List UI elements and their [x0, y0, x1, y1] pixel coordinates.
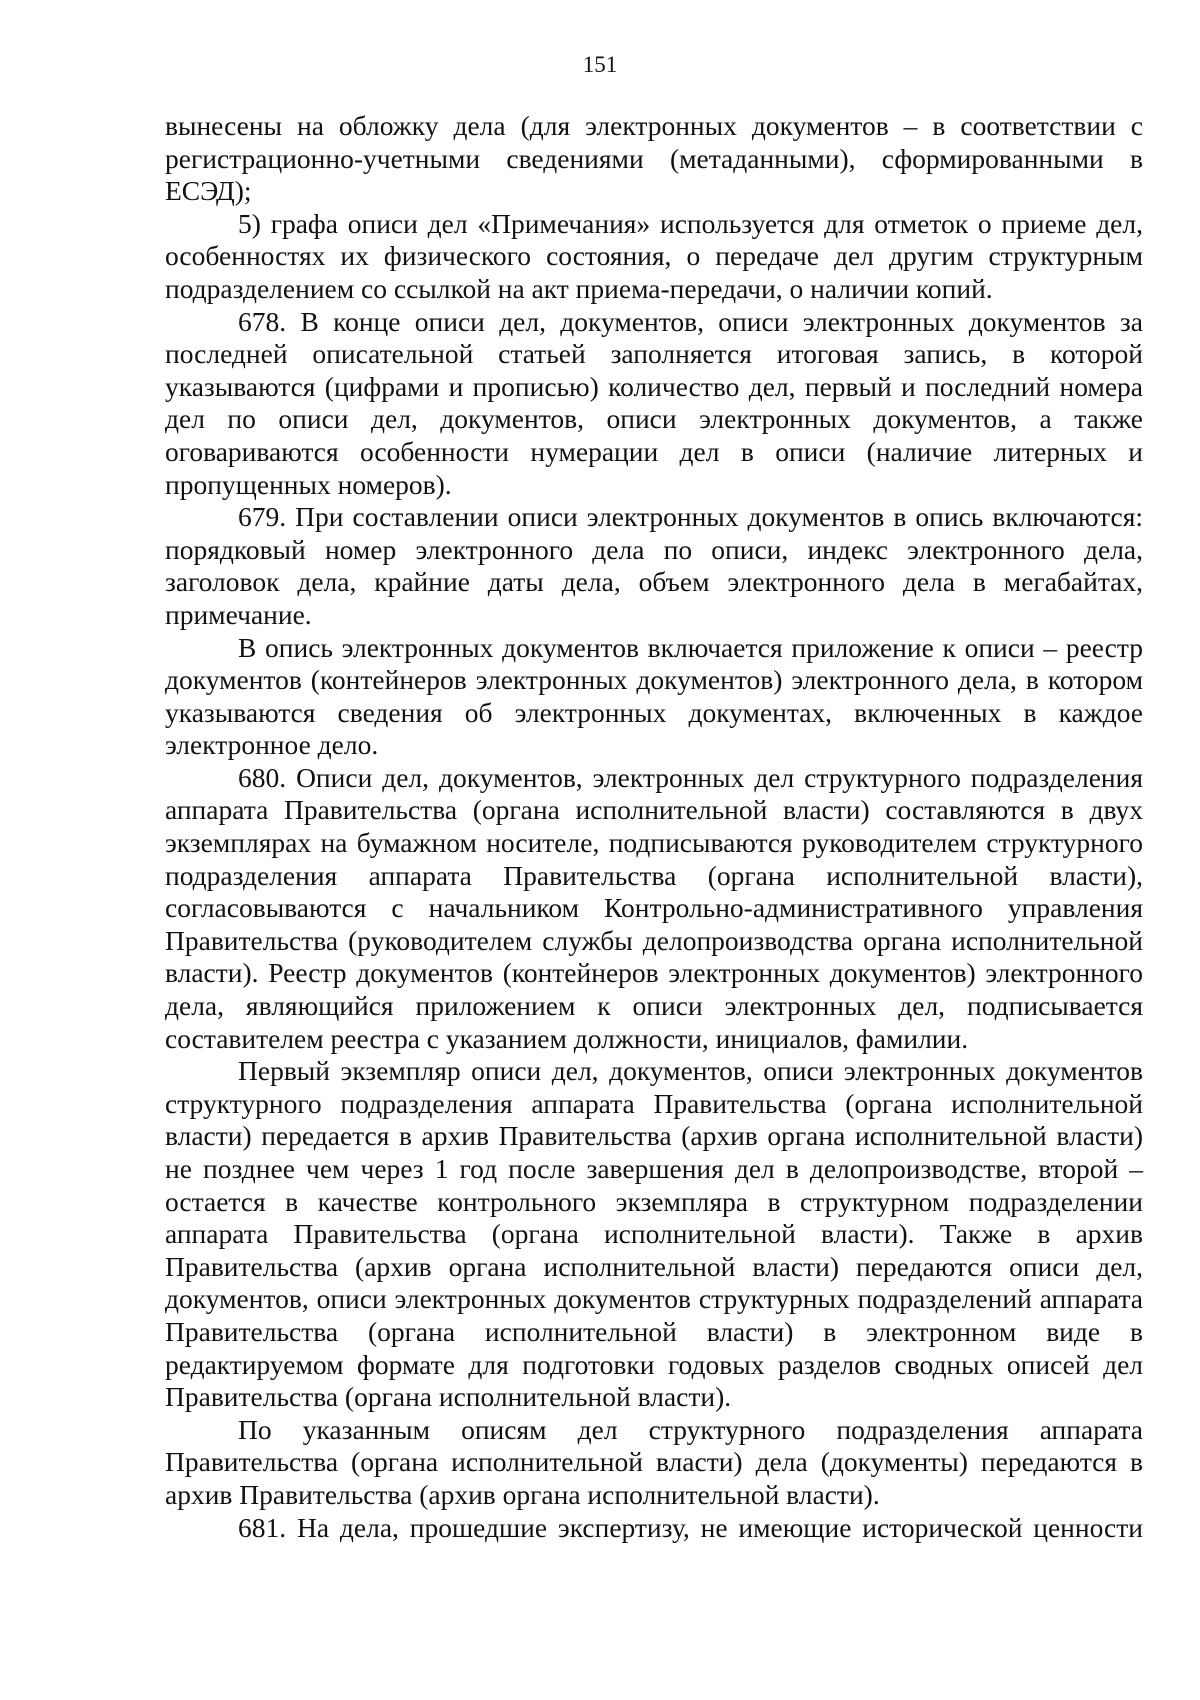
paragraph-680-transfer: По указанным описям дел структурного подразделения аппарата Правительства (органа исполнительной власти) дела (документы) передаются в архив Правительства (архив органа исполнительной власти).	[165, 1413, 1143, 1510]
paragraph-679-appendix: В опись электронных документов включается приложение к описи – реестр документов (контейнеров электронных документов) электронного дела, в котором указываются сведения об электронных документах, включенных в каждое электронное дело.	[165, 631, 1143, 761]
paragraph-680: 680. Описи дел, документов, электронных дел структурного подразделения аппарата Правительства (органа исполнительной власти) составляются в двух экземплярах на бумажном носителе, подписываются руководителем структурного подразделения аппарата Правительства (органа исполнительной власти), согласовываются с начальником Контрольно-административного управления Правительства (руководителем службы делопроизводства органа исполнительной власти). Реестр документов (контейнеров электронных документов) электронного дела, являющийся приложением к описи электронных дел, подписывается составителем реестра с указанием должности, инициалов, фамилии.	[165, 761, 1143, 1054]
paragraph-item-5: 5) графа описи дел «Примечания» используется для отметок о приеме дел, особенностях их физического состояния, о передаче дел другим структурным подразделением со ссылкой на акт приема-передачи, о наличии копий.	[165, 207, 1143, 304]
paragraph-681: 681. На дела, прошедшие экспертизу, не имеющие исторической ценности	[238, 1511, 1143, 1543]
paragraph-678: 678. В конце описи дел, документов, описи электронных документов за последней описательной статьей заполняется итоговая запись, в которой указываются (цифрами и прописью) количество дел, первый и последний номера дел по описи дел, документов, описи электронных документов, а также оговариваются особенности нумерации дел в описи (наличие литерных и пропущенных номеров).	[165, 305, 1143, 500]
paragraph-680-first-copy: Первый экземпляр описи дел, документов, описи электронных документов структурного подразделения аппарата Правительства (органа исполнительной власти) передается в архив Правительства (архив органа исполнительной власти) не позднее чем через 1 год после завершения дел в делопроизводстве, второй – остается в качестве контрольного экземпляра в структурном подразделении аппарата Правительства (органа исполнительной власти). Также в архив Правительства (архив органа исполнительной власти) передаются описи дел, документов, описи электронных документов структурных подразделений аппарата Правительства (органа исполнительной власти) в электронном виде в редактируемом формате для подготовки годовых разделов сводных описей дел Правительства (органа исполнительной власти).	[165, 1055, 1143, 1413]
paragraph-continuation: вынесены на обложку дела (для электронных документов – в соответствии с регистрационно-учетными сведениями (метаданными), сформированными в ЕСЭД);	[165, 110, 1143, 207]
page-number: 151	[582, 52, 618, 77]
paragraph-679: 679. При составлении описи электронных документов в опись включаются: порядковый номер электронного дела по описи, индекс электронного дела, заголовок дела, крайние даты дела, объем электронного дела в мегабайтах, примечание.	[165, 501, 1143, 630]
document-body	[165, 110, 1143, 1544]
